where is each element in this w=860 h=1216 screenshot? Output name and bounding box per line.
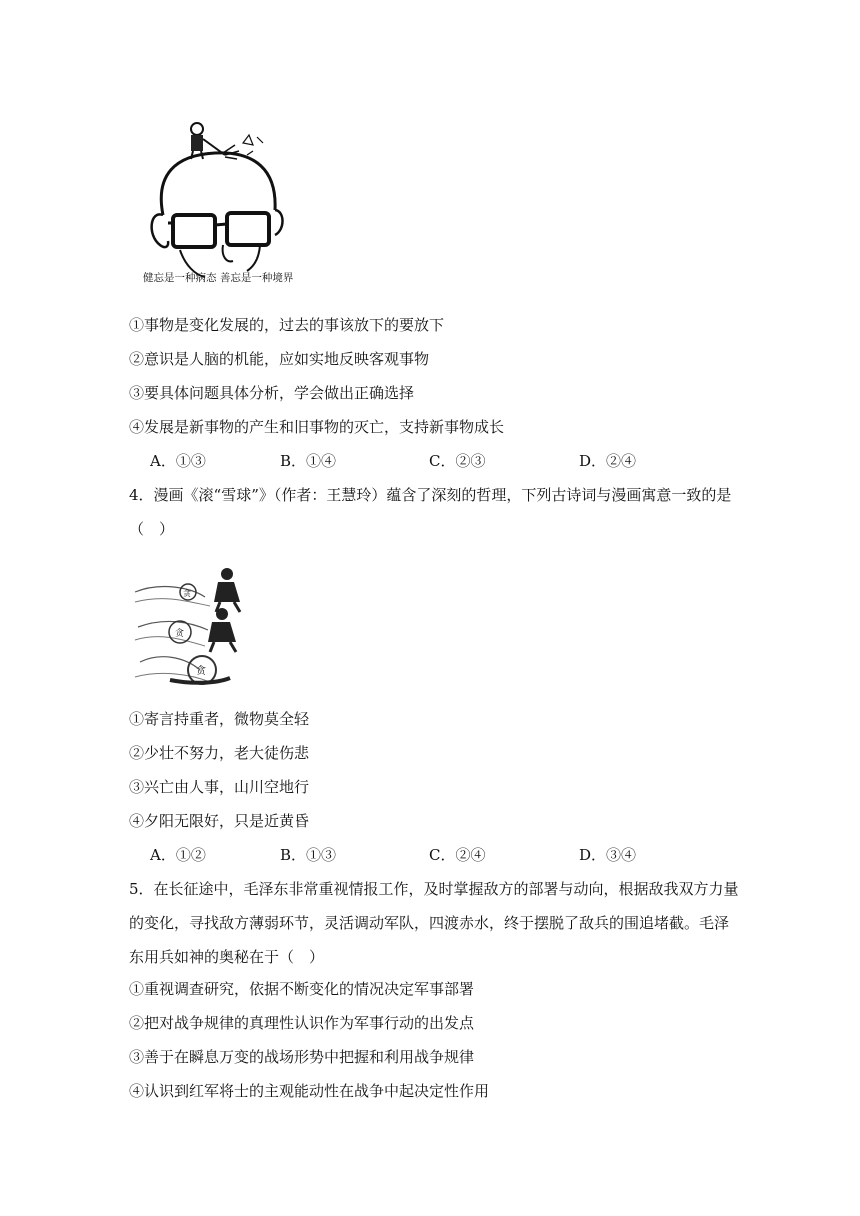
q3-choice-c[interactable]: C．②③ xyxy=(429,452,486,470)
q5-option-3: ③善于在瞬息万变的战场形势中把握和利用战争规律 xyxy=(129,1048,475,1066)
q5-option-1: ①重视调查研究，依据不断变化的情况决定军事部署 xyxy=(129,980,475,998)
snowball-label-2: 贪 xyxy=(175,629,185,639)
q4-choice-a[interactable]: A．①② xyxy=(150,846,206,864)
cartoon-caption: 健忘是一种病态 善忘是一种境界 xyxy=(143,272,294,284)
q3-choice-a[interactable]: A．①③ xyxy=(150,452,206,470)
cartoon-snowball-image xyxy=(130,562,275,687)
q4-option-2: ②少壮不努力，老大徒伤悲 xyxy=(129,744,310,762)
q3-choices xyxy=(150,451,750,471)
q3-choice-d[interactable]: D．②④ xyxy=(579,452,637,470)
q3-choice-b[interactable]: B．①④ xyxy=(280,452,337,470)
q3-option-4: ④发展是新事物的产生和旧事物的灭亡，支持新事物成长 xyxy=(129,418,505,436)
q4-choices xyxy=(150,845,750,865)
q5-stem: 5．在长征途中，毛泽东非常重视情报工作，及时掌握敌方的部署与动向，根据敌我双方力量的变化，寻找敌方薄弱环节，灵活调动军队，四渡赤水，终于摆脱了敌兵的围追堵截。毛泽东用兵如神的奥秘在于（ ） xyxy=(129,880,739,966)
q4-option-1: ①寄言持重者，微物莫全轻 xyxy=(129,710,310,728)
q4-option-3: ③兴亡由人事，山川空地行 xyxy=(129,778,310,796)
cartoon-forgetting-image xyxy=(135,115,310,290)
q3-option-2: ②意识是人脑的机能，应如实地反映客观事物 xyxy=(129,350,430,368)
q3-option-3: ③要具体问题具体分析，学会做出正确选择 xyxy=(129,384,415,402)
snowball-label-1: 贪 xyxy=(183,589,191,598)
q4-choice-c[interactable]: C．②④ xyxy=(429,846,486,864)
q3-option-1: ①事物是变化发展的，过去的事该放下的要放下 xyxy=(129,316,445,334)
q4-stem: 4．漫画《滚“雪球”》（作者：王慧玲）蕴含了深刻的哲理，下列古诗词与漫画寓意一致的是（ ） xyxy=(129,486,732,538)
q4-choice-b[interactable]: B．①③ xyxy=(280,846,337,864)
q5-option-4: ④认识到红军将士的主观能动性在战争中起决定性作用 xyxy=(129,1082,490,1100)
q4-option-4: ④夕阳无限好，只是近黄昏 xyxy=(129,812,310,830)
q4-choice-d[interactable]: D．③④ xyxy=(579,846,637,864)
snowball-label-3: 贪 xyxy=(196,666,206,677)
q5-option-2: ②把对战争规律的真理性认识作为军事行动的出发点 xyxy=(129,1014,475,1032)
